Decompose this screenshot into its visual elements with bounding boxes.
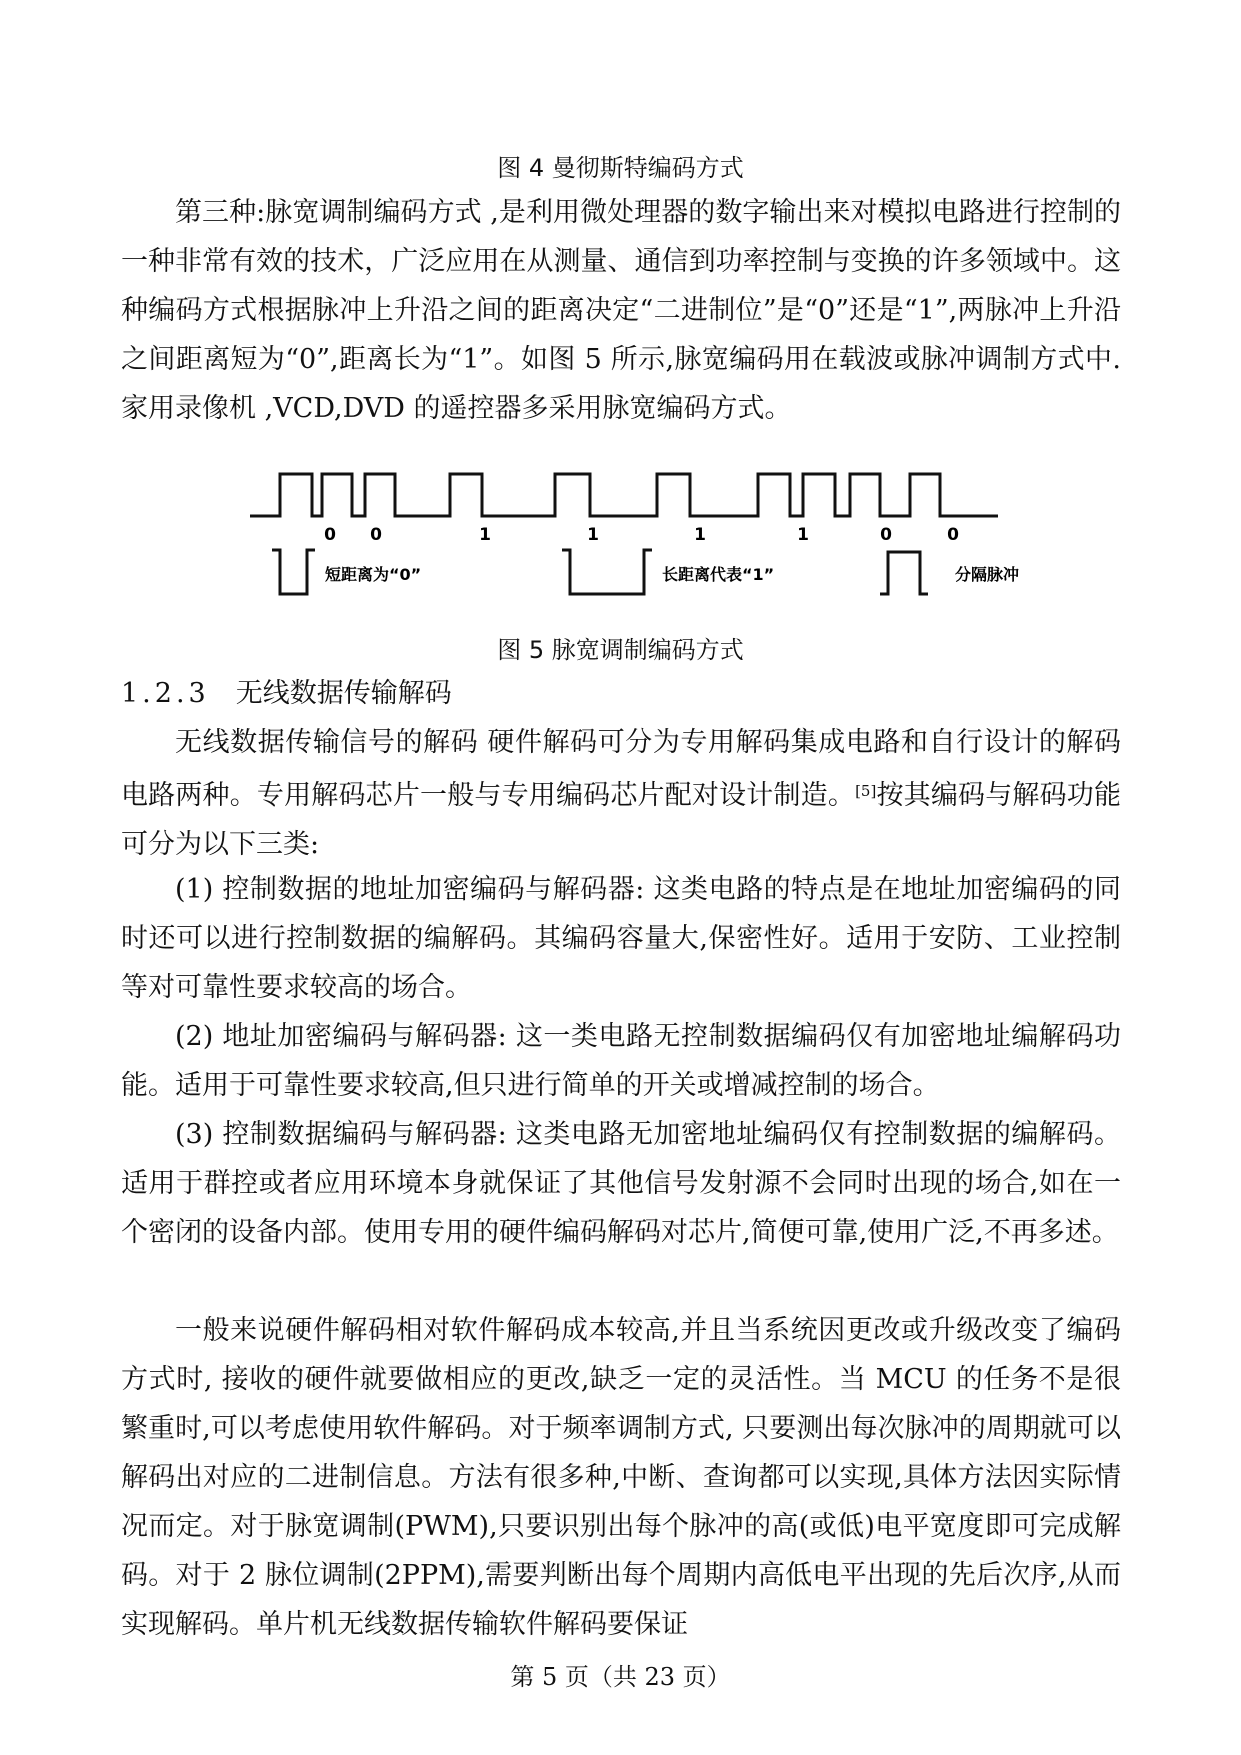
bit-label: 0 bbox=[370, 525, 382, 545]
bit-label: 0 bbox=[324, 525, 336, 545]
section-heading bbox=[121, 669, 452, 718]
bit-label: 0 bbox=[880, 525, 892, 545]
figure-5-caption: 图 5 脉宽调制编码方式 bbox=[497, 636, 744, 664]
bit-label: 1 bbox=[797, 525, 809, 545]
legend-short-pulse bbox=[272, 550, 315, 594]
legend-short-label: 短距离为“0” bbox=[325, 565, 422, 584]
paragraph-decoding-text-a: 无线数据传输信号的解码 硬件解码可分为专用解码集成电路和自行设计的解码电路两种。专用解码芯片一般与专用编码芯片配对设计制造。 bbox=[121, 727, 1121, 811]
legend-separator-label: 分隔脉冲 bbox=[955, 565, 1020, 584]
figure-5-pwm-diagram bbox=[0, 462, 1241, 612]
bit-label: 0 bbox=[947, 525, 959, 545]
section-number: 1.2.3 bbox=[121, 678, 210, 709]
list-item-1: (1) 控制数据的地址加密编码与解码器: 这类电路的特点是在地址加密编码的同时还可以进行控制数据的编解码。其编码容量大,保密性好。适用于安防、工业控制等对可靠性要求较高的场合。 bbox=[121, 874, 1121, 1003]
paragraph-decoding-text-b: 按其编码与解码功能可分为以下三类: bbox=[121, 780, 1121, 860]
list-item-3: (3) 控制数据编码与解码器: 这类电路无加密地址编码仅有控制数据的编解码。适用于群控或者应用环境本身就保证了其他信号发射源不会同时出现的场合,如在一个密闭的设备内部。使用专用的硬件编码解码对芯片,简便可靠,使用广泛,不再多述。 bbox=[121, 1119, 1121, 1248]
paragraph-decoding-intro bbox=[121, 718, 1121, 869]
bit-label: 1 bbox=[694, 525, 706, 545]
page-footer: 第 5 页（共 23 页） bbox=[510, 1663, 731, 1691]
citation-ref: [5] bbox=[855, 782, 877, 800]
legend-long-label: 长距离代表“1” bbox=[662, 565, 775, 584]
pwm-waveform bbox=[250, 474, 998, 516]
section-title: 无线数据传输解码 bbox=[235, 678, 452, 709]
paragraph-pwm-intro: 第三种:脉宽调制编码方式 ,是利用微处理器的数字输出来对模拟电路进行控制的一种非常有效的技术，广泛应用在从测量、通信到功率控制与变换的许多领域中。这种编码方式根据脉冲上升沿之间的距离决定“二进制位”是“0”还是“1”,两脉冲上升沿之间距离短为“0”,距离长为“1”。如图 5 所示,脉宽编码用在载波或脉冲调制方式中.家用录像机 ,VCD,DVD 的遥控器多采用脉宽编码方式。 bbox=[121, 197, 1121, 424]
list-item-2: (2) 地址加密编码与解码器: 这一类电路无控制数据编码仅有加密地址编解码功能。适用于可靠性要求较高,但只进行简单的开关或增减控制的场合。 bbox=[121, 1021, 1121, 1101]
legend-long-pulse bbox=[562, 550, 652, 594]
legend-separator-pulse bbox=[880, 552, 928, 594]
paragraph-software-decoding: 一般来说硬件解码相对软件解码成本较高,并且当系统因更改或升级改变了编码方式时, 接收的硬件就要做相应的更改,缺乏一定的灵活性。当 MCU 的任务不是很繁重时,可以考虑使用软件解码。对于频率调制方式, 只要测出每次脉冲的周期就可以解码出对应的二进制信息。方法有很多种,中断、查询都可以实现,具体方法因实际情况而定。对于脉宽调制(PWM),只要识别出每个脉冲的高(或低)电平宽度即可完成解码。对于 2 脉位调制(2PPM),需要判断出每个周期内高低电平出现的先后次序,从而实现解码。单片机无线数据传输软件解码要保证 bbox=[121, 1315, 1121, 1640]
bit-label: 1 bbox=[587, 525, 599, 545]
bit-label: 1 bbox=[479, 525, 491, 545]
figure-4-caption: 图 4 曼彻斯特编码方式 bbox=[497, 154, 744, 182]
